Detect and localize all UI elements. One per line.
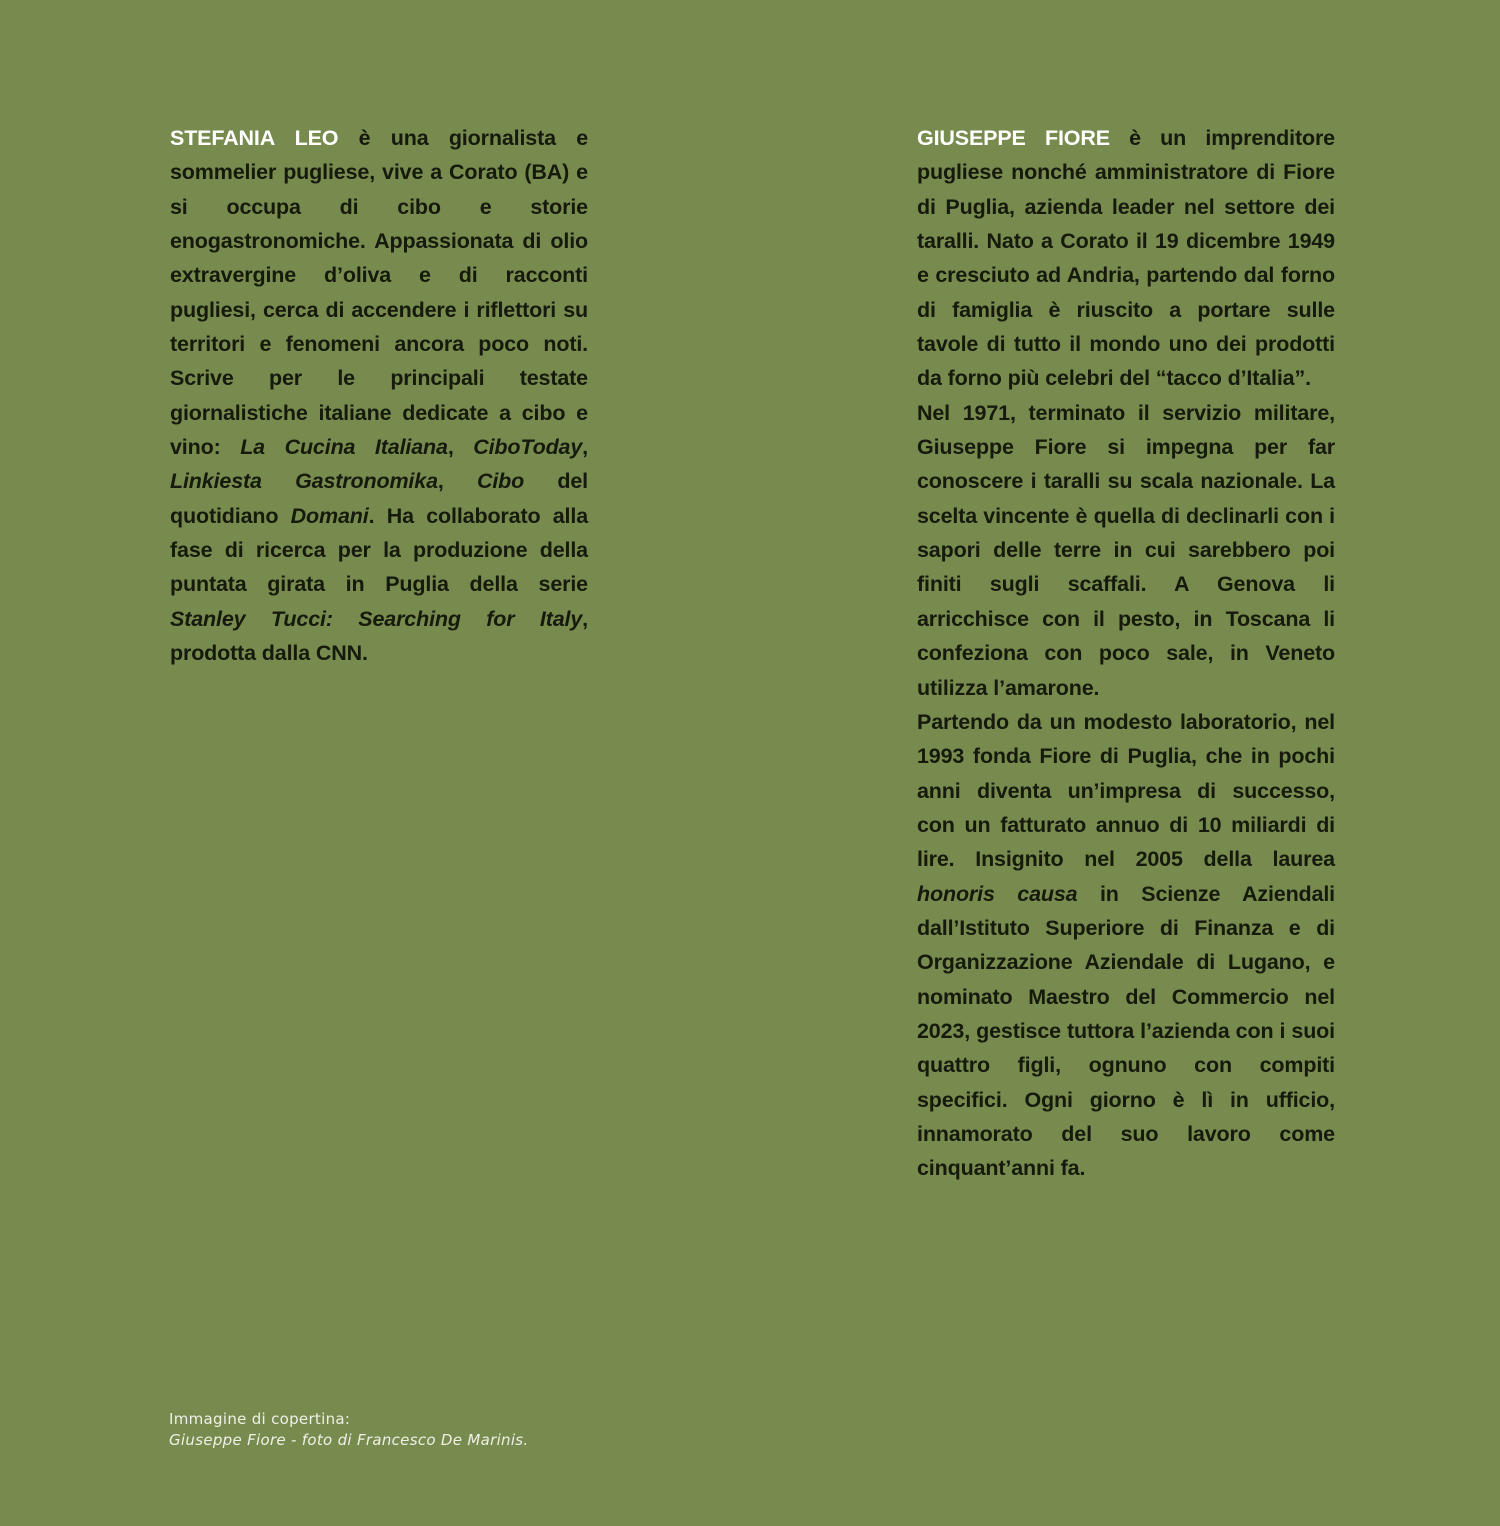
bio-text: è un imprenditore pugliese nonché amministratore di Fiore di Puglia, azienda leader nel settore dei taralli. Nato a Corato il 19 dicembre 1949 e cresciuto ad Andria, partendo dal forno di famiglia è riuscito a portare sulle tavole di tutto il mondo uno dei prodotti da forno più celebri del “tacco d’Italia”. (917, 126, 1335, 391)
caption-label: Immagine di copertina: (169, 1410, 351, 1428)
publication-title: La Cucina Italiana (240, 435, 448, 460)
publication-title: Linkiesta Gastronomika (170, 469, 438, 494)
cover-image-caption (169, 1409, 529, 1451)
bio-paragraph (917, 121, 1335, 396)
series-title: Stanley Tucci: Searching for Italy (170, 606, 583, 631)
bio-text: in Scienze Aziendali dall’Istituto Superiore di Finanza e di Organizzazione Aziendale di Lugano, e nominato Maestro del Commercio nel 2023, gestisce tuttora l’azienda con i suoi quattro figli, ognuno con compiti specifici. Ogni giorno è lì in ufficio, innamorato del suo lavoro come cinquant’anni fa. (917, 881, 1335, 1181)
bio-text: del quotidiano (170, 469, 588, 528)
bio-text: , (437, 469, 477, 494)
author-name: STEFANIA LEO (170, 126, 339, 150)
publication-title: Cibo (476, 469, 525, 494)
author-bio-stefania-leo (170, 121, 588, 671)
bio-text: , (582, 435, 588, 460)
photo-credit: Giuseppe Fiore - foto di Francesco De Marinis. (169, 1431, 529, 1449)
bio-text: è una giornalista e sommelier pugliese, vive a Corato (BA) e si occupa di cibo e storie enogastronomiche. Appassionata di olio extravergine d’oliva e di racconti pugliesi, cerca di accendere i riflettori su territori e fenomeni ancora poco noti. Scrive per le principali testate giornalistiche italiane dedicate a cibo e vino: (170, 126, 588, 460)
bio-text: , (447, 435, 474, 460)
bio-paragraph: Nel 1971, terminato il servizio militare, Giuseppe Fiore si impegna per far conoscere i taralli su scala nazionale. La scelta vincente è quella di declinarli con i sapori delle terre in cui sarebbero poi finiti sugli scaffali. A Genova li arricchisce con il pesto, in Toscana li confeziona con poco sale, in Veneto utilizza l’amarone. (917, 400, 1335, 700)
bio-text: . Ha collaborato alla fase di ricerca per la produzione della puntata girata in Puglia della serie (170, 503, 589, 597)
degree-title: honoris causa (917, 881, 1078, 906)
bio-text: Partendo da un modesto laboratorio, nel 1993 fonda Fiore di Puglia, che in pochi anni diventa un’impresa di successo, con un fatturato annuo di 10 miliardi di lire. Insignito nel 2005 della laurea (917, 709, 1335, 872)
publication-title: CiboToday (473, 435, 583, 460)
author-name: GIUSEPPE FIORE (917, 126, 1110, 150)
bio-paragraph (917, 705, 1335, 1186)
publication-title: Domani (290, 503, 369, 528)
bio-paragraph (170, 121, 588, 671)
bio-text: , prodotta dalla CNN. (170, 606, 588, 666)
author-bio-giuseppe-fiore (917, 121, 1335, 1186)
